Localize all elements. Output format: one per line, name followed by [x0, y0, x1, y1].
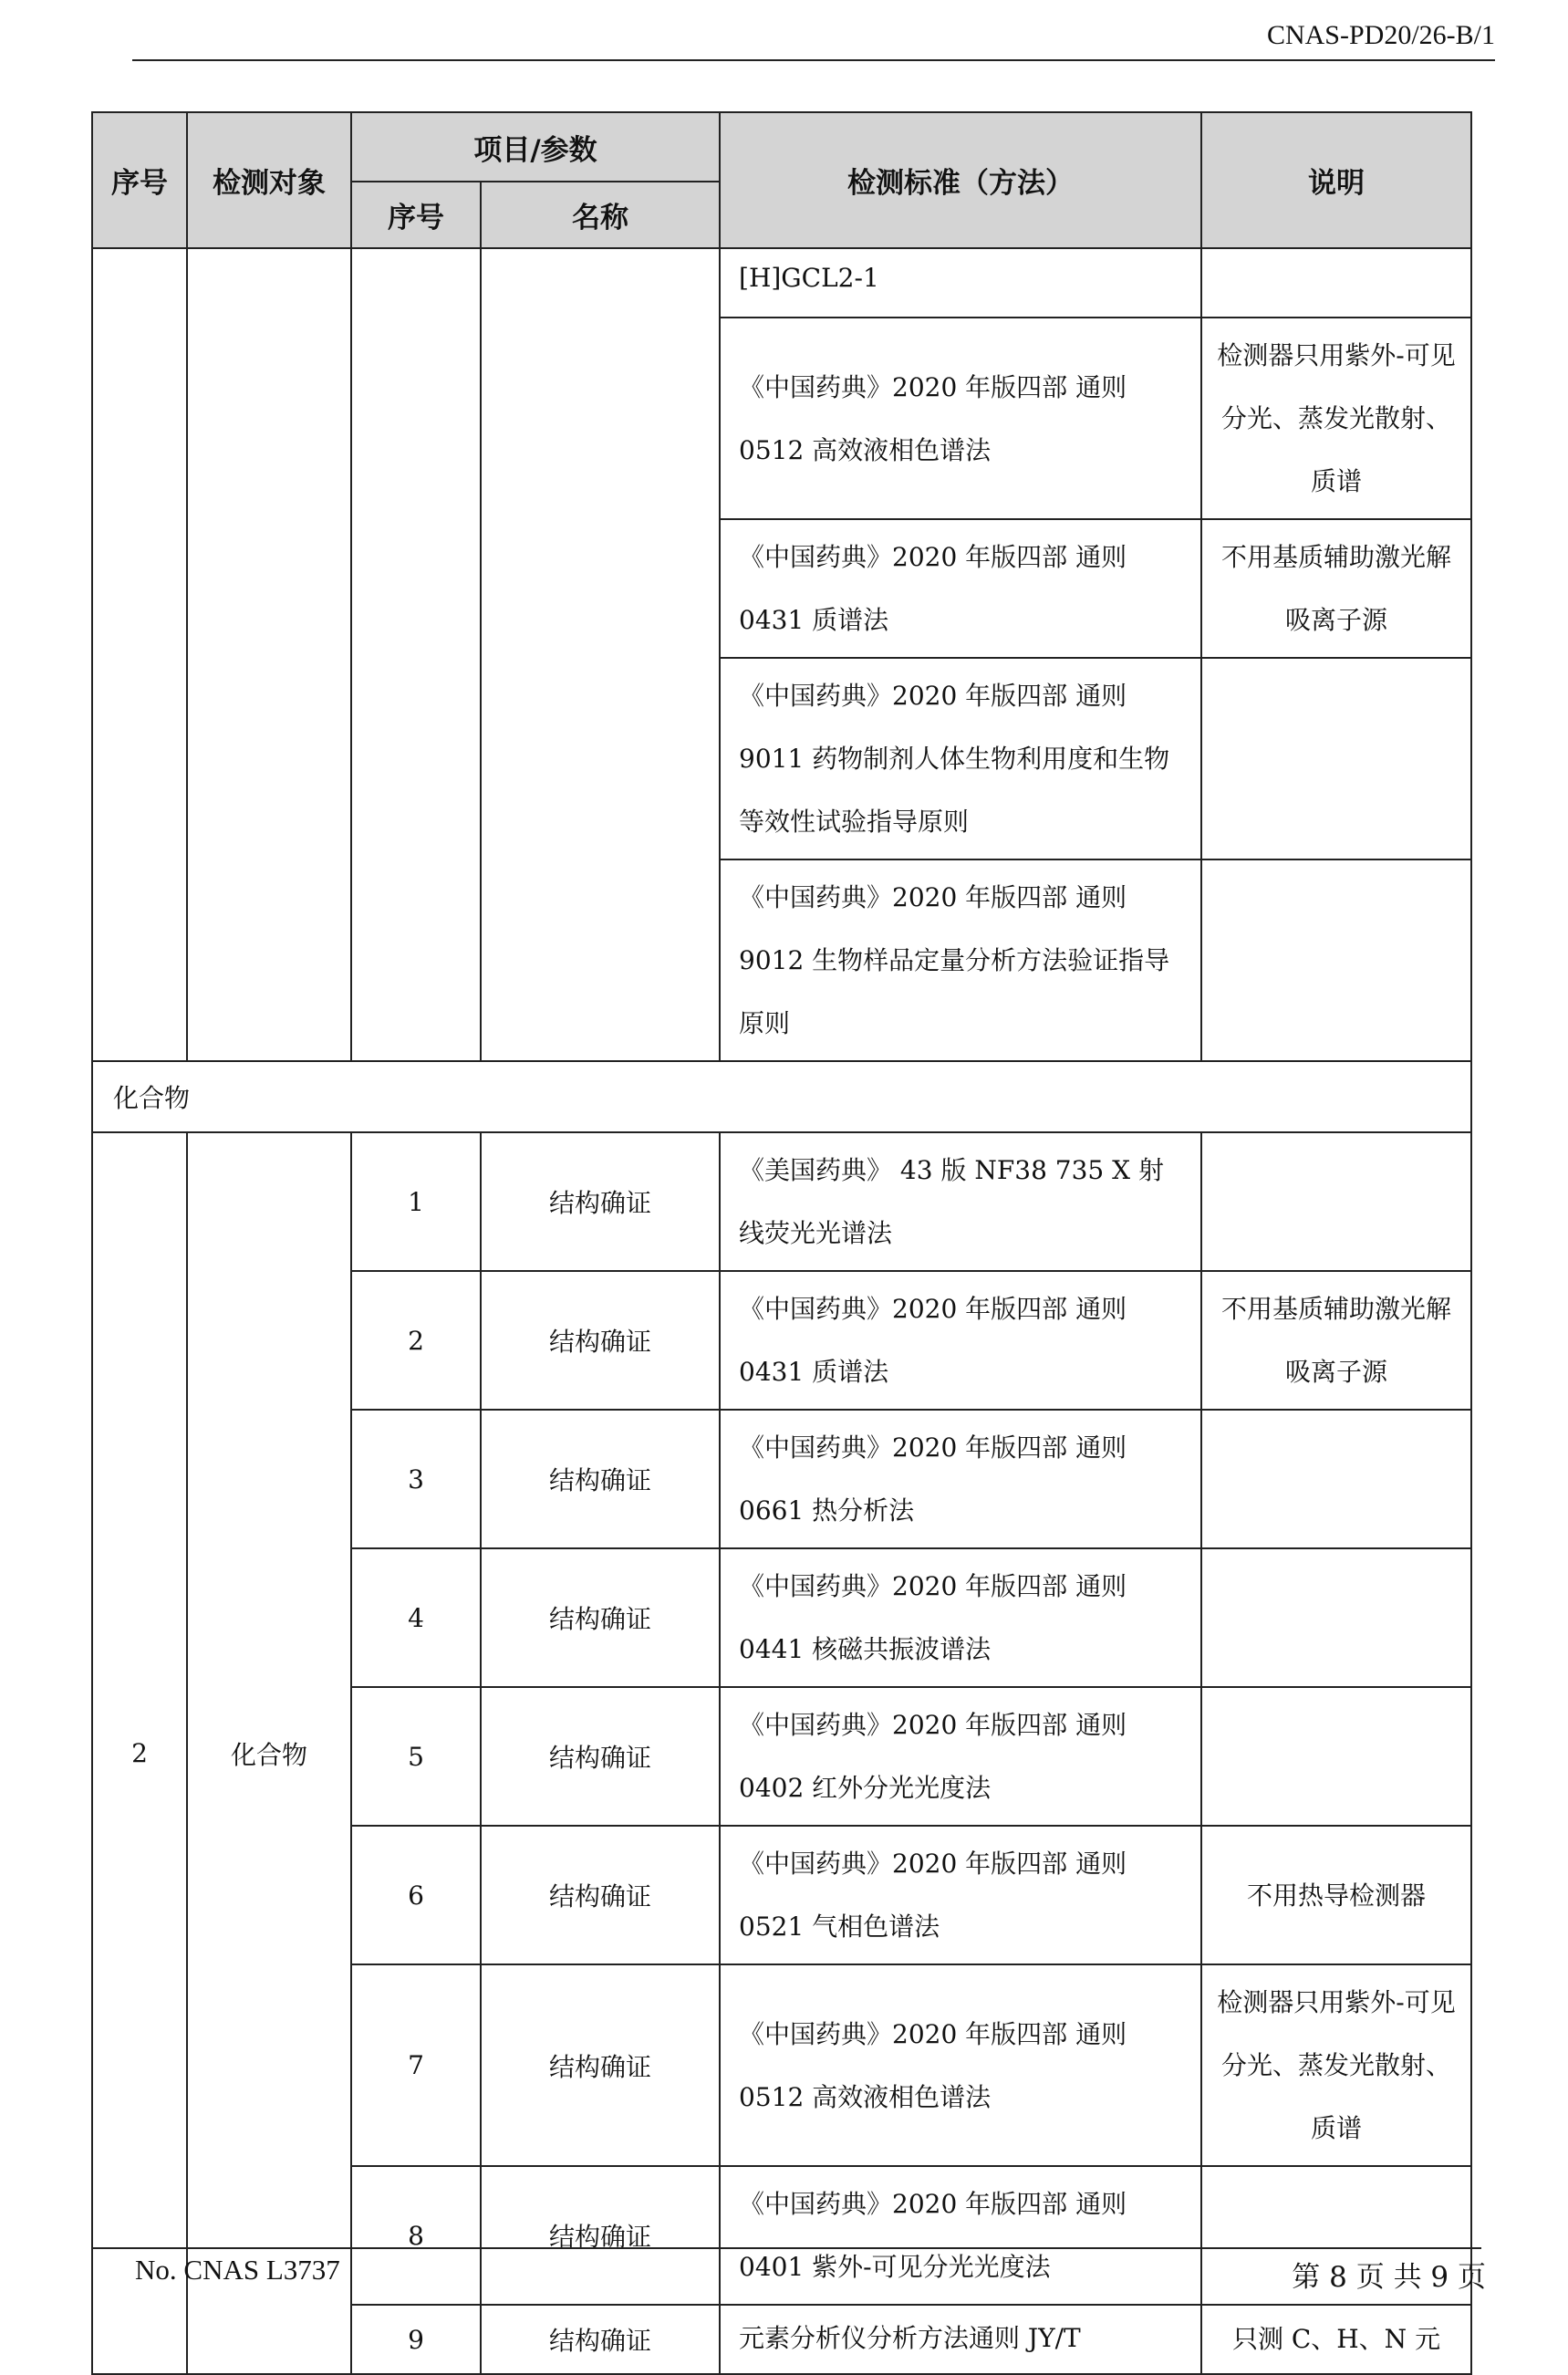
standard-cell: 《中国药典》2020 年版四部 通则 0661 热分析法	[720, 1410, 1201, 1548]
param-name: 结构确证	[481, 2166, 720, 2305]
param-no: 1	[351, 1132, 481, 1271]
standard-cell: 《中国药典》2020 年版四部 通则 9012 生物样品定量分析方法验证指导原则	[720, 859, 1201, 1061]
param-name: 结构确证	[481, 1271, 720, 1410]
note-cell	[1201, 248, 1471, 318]
standard-cell: 《中国药典》2020 年版四部 通则 0431 质谱法	[720, 519, 1201, 658]
section-row	[92, 1061, 1471, 1132]
param-no: 2	[351, 1271, 481, 1410]
note-cell: 只测 C、H、N 元	[1201, 2305, 1471, 2374]
param-name: 结构确证	[481, 2305, 720, 2374]
param-no: 5	[351, 1687, 481, 1826]
header-param-seq: 序号	[351, 182, 481, 248]
header-note: 说明	[1201, 112, 1471, 248]
standard-cell: 《中国药典》2020 年版四部 通则 9011 药物制剂人体生物利用度和生物等效性试验指导原则	[720, 658, 1201, 859]
param-name: 结构确证	[481, 1964, 720, 2166]
note-cell: 检测器只用紫外-可见分光、蒸发光散射、质谱	[1201, 1964, 1471, 2166]
param-name: 结构确证	[481, 1410, 720, 1548]
header-param-name: 名称	[481, 182, 720, 248]
standard-cell: 《中国药典》2020 年版四部 通则 0402 红外分光光度法	[720, 1687, 1201, 1826]
footer-rule	[91, 2247, 1481, 2249]
standard-cell: 《中国药典》2020 年版四部 通则 0431 质谱法	[720, 1271, 1201, 1410]
standard-cell: [H]GCL2-1	[720, 248, 1201, 318]
header-standard: 检测标准（方法）	[720, 112, 1201, 248]
continued-param-name-cell	[481, 248, 720, 1061]
note-cell: 检测器只用紫外-可见分光、蒸发光散射、质谱	[1201, 318, 1471, 519]
note-cell	[1201, 1687, 1471, 1826]
scope-table	[91, 111, 1472, 2375]
standard-cell: 《中国药典》2020 年版四部 通则 0521 气相色谱法	[720, 1826, 1201, 1964]
param-no: 9	[351, 2305, 481, 2374]
param-name: 结构确证	[481, 1132, 720, 1271]
param-no: 8	[351, 2166, 481, 2305]
standard-cell: 《中国药典》2020 年版四部 通则 0512 高效液相色谱法	[720, 318, 1201, 519]
header-rule	[132, 59, 1495, 61]
standard-cell: 《美国药典》 43 版 NF38 735 X 射线荧光光谱法	[720, 1132, 1201, 1271]
param-name: 结构确证	[481, 1826, 720, 1964]
note-cell: 不用基质辅助激光解吸离子源	[1201, 519, 1471, 658]
table-row	[92, 248, 1471, 318]
continued-seq-cell	[92, 248, 187, 1061]
page-indicator: 第 8 页 共 9 页	[1292, 2261, 1486, 2294]
param-no: 3	[351, 1410, 481, 1548]
note-cell	[1201, 1410, 1471, 1548]
continued-object-cell	[187, 248, 351, 1061]
standard-cell: 《中国药典》2020 年版四部 通则 0401 紫外-可见分光光度法	[720, 2166, 1201, 2305]
note-cell	[1201, 1132, 1471, 1271]
param-no: 7	[351, 1964, 481, 2166]
param-name: 结构确证	[481, 1548, 720, 1687]
note-cell	[1201, 1548, 1471, 1687]
document-number: No. CNAS L3737	[135, 2254, 340, 2286]
param-no: 6	[351, 1826, 481, 1964]
group-seq: 2	[92, 1132, 187, 2374]
table-row	[92, 1132, 1471, 1271]
group-object: 化合物	[187, 1132, 351, 2374]
section-title: 化合物	[92, 1061, 1471, 1132]
document-code: CNAS-PD20/26-B/1	[1266, 20, 1495, 50]
continued-param-seq-cell	[351, 248, 481, 1061]
note-cell: 不用热导检测器	[1201, 1826, 1471, 1964]
standard-cell: 《中国药典》2020 年版四部 通则 0512 高效液相色谱法	[720, 1964, 1201, 2166]
header-seq: 序号	[92, 112, 187, 248]
standard-cell: 元素分析仪分析方法通则 JY/T	[720, 2305, 1201, 2374]
param-no: 4	[351, 1548, 481, 1687]
header-params: 项目/参数	[351, 112, 720, 182]
standard-cell: 《中国药典》2020 年版四部 通则 0441 核磁共振波谱法	[720, 1548, 1201, 1687]
header-object: 检测对象	[187, 112, 351, 248]
param-name: 结构确证	[481, 1687, 720, 1826]
note-cell	[1201, 658, 1471, 859]
note-cell: 不用基质辅助激光解吸离子源	[1201, 1271, 1471, 1410]
note-cell	[1201, 859, 1471, 1061]
